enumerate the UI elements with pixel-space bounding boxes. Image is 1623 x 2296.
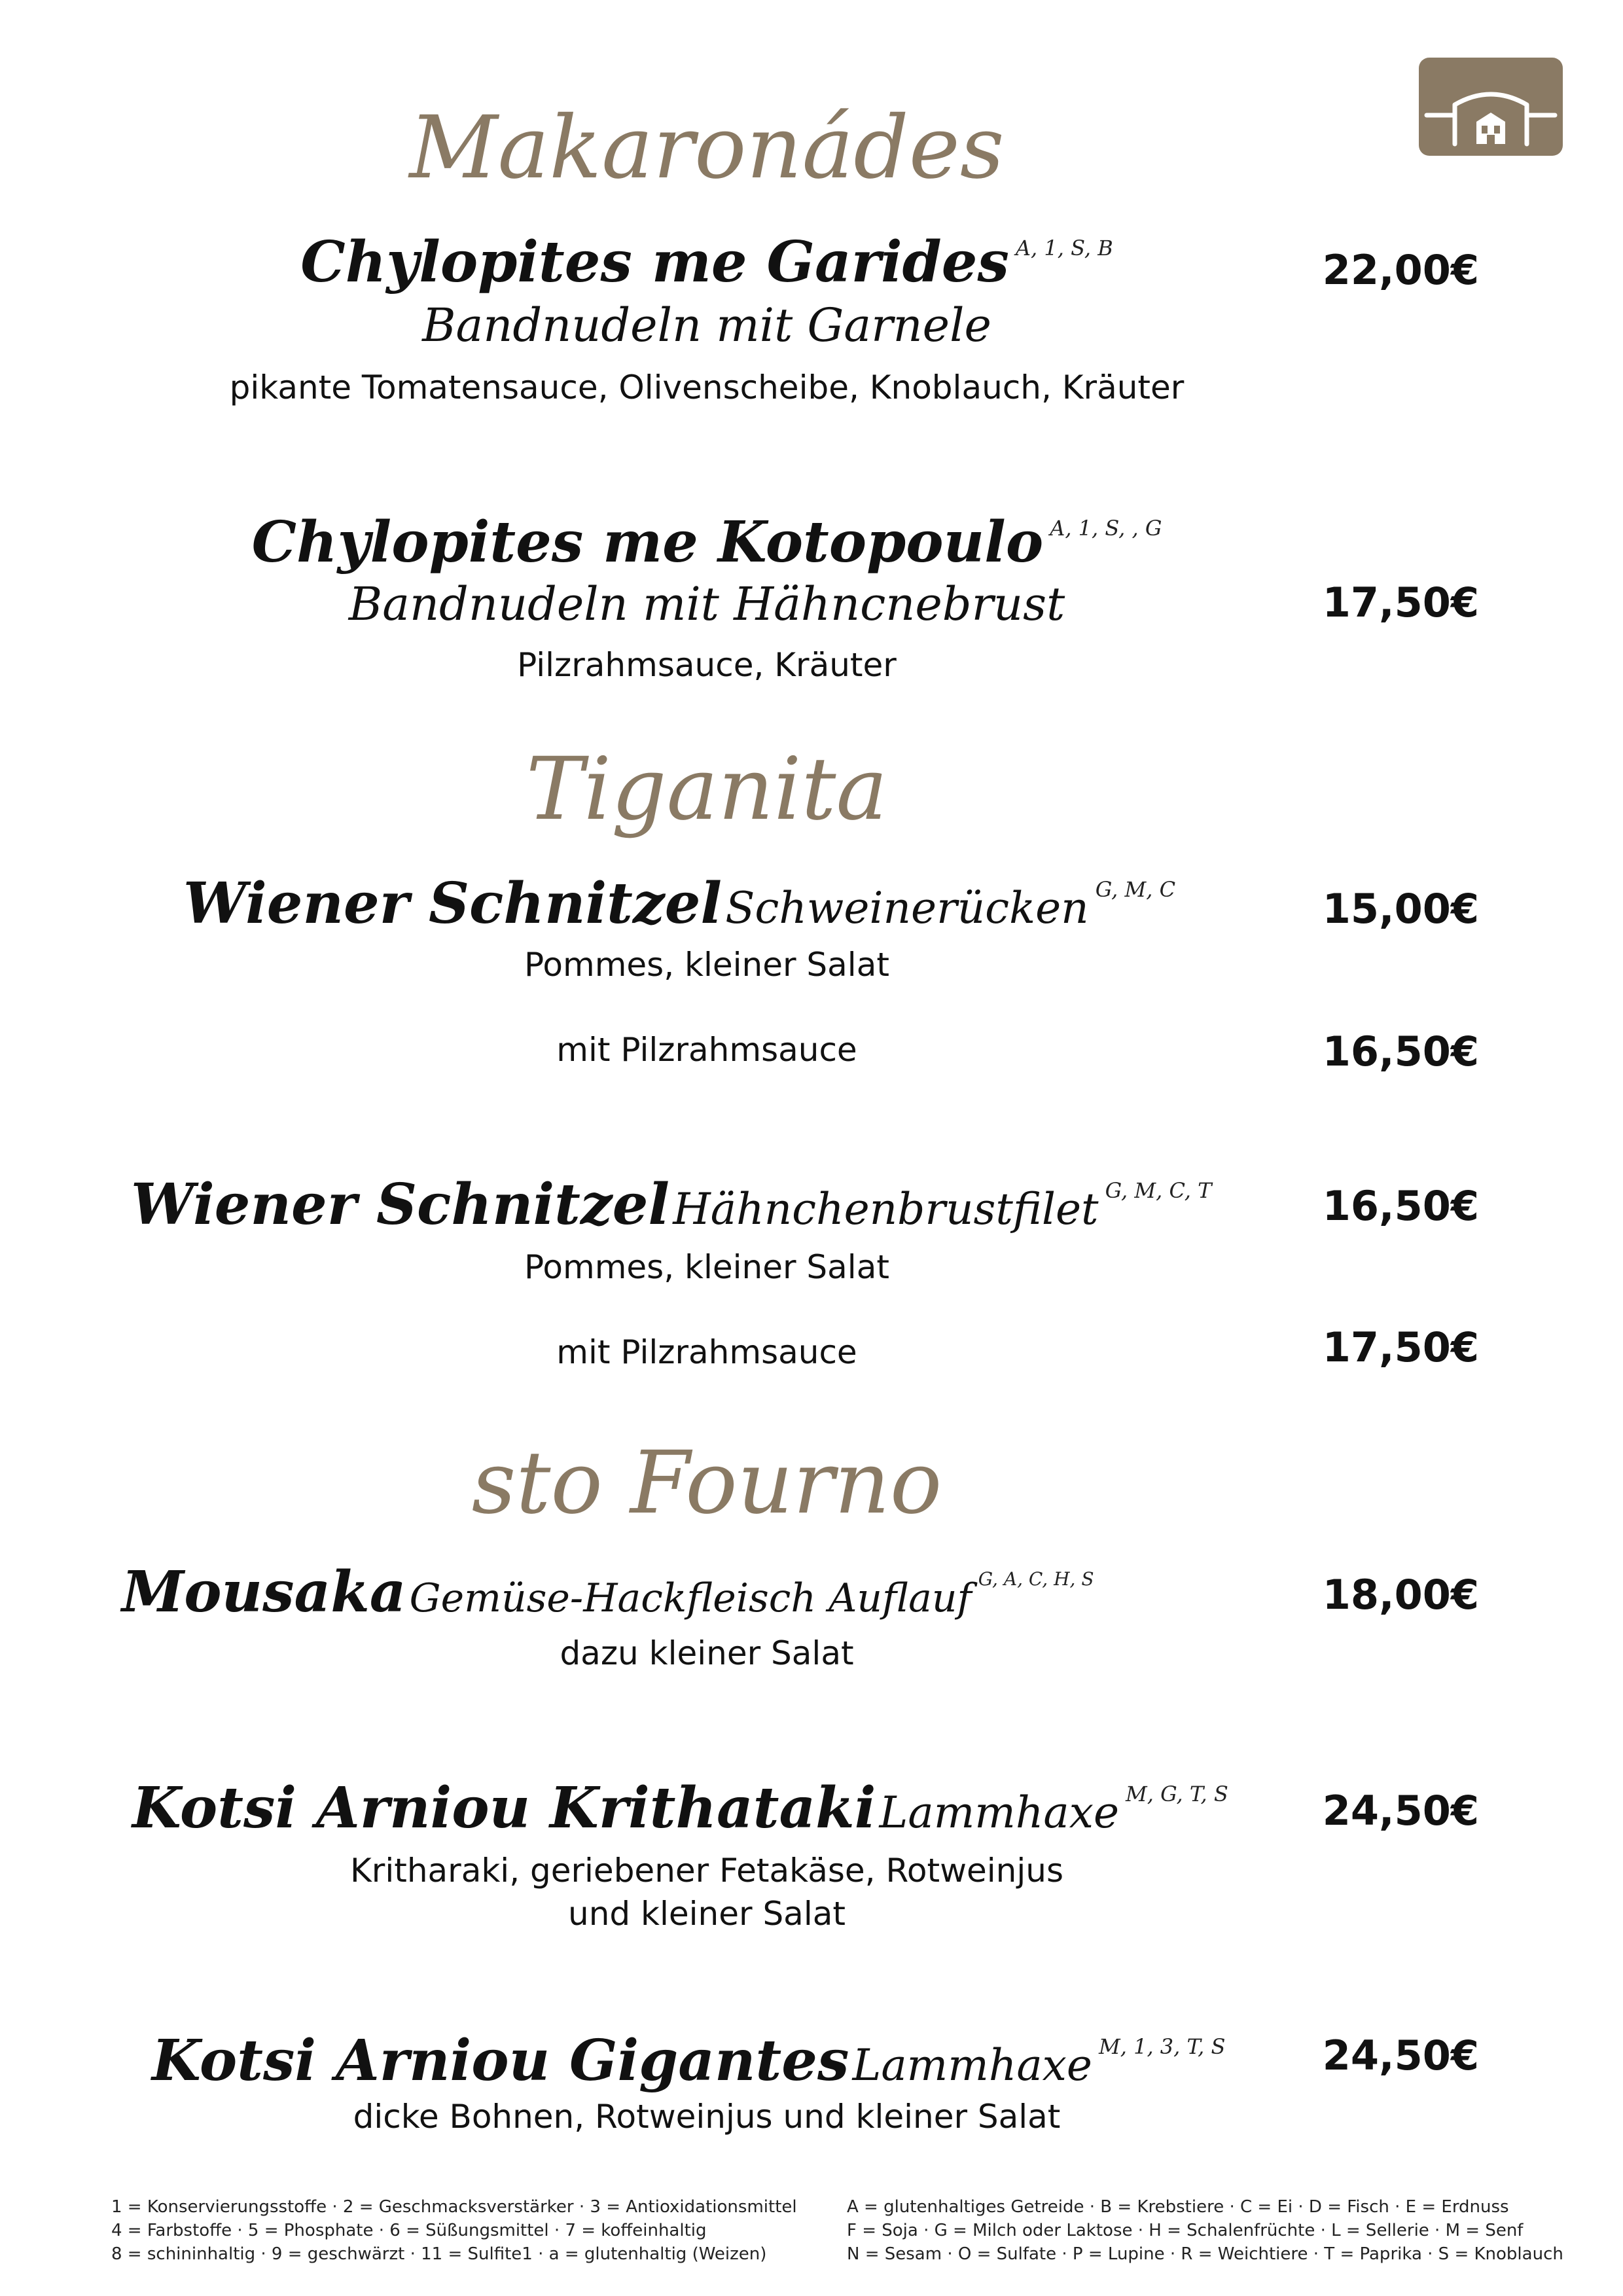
section-title-sto-fourno: sto Fourno [471,1433,942,1534]
dish-description: dazu kleiner Salat [560,1634,854,1672]
option-price: 17,50€ [1322,1323,1479,1371]
dish-name: Chylopites me Garides [300,229,1009,295]
legend-line: N = Sesam · O = Sulfate · P = Lupine · R = Weichtiere · T = Paprika · S = Knoblauch [847,2244,1563,2264]
dish-description: Pommes, kleiner Salat [524,946,889,984]
dish-description: Kritharaki, geriebener Fetakäse, Rotweinjus [349,1852,1063,1890]
dish-name: Wiener Schnitzel [183,870,722,937]
dish-option: mit Pilzrahmsauce [556,1031,857,1069]
dish-name: Kotsi Arniou Gigantes [152,2028,849,2094]
allergen-codes: M, G, T, S [1126,1782,1228,1806]
dish-title [152,2028,1226,2094]
dish-german-name: Bandnudeln mit Hähncnebrust [348,577,1065,631]
legend-line: 4 = Farbstoffe · 5 = Phosphate · 6 = Süßungsmittel · 7 = koffeinhaltig [111,2221,707,2240]
dish-title [131,1172,1212,1238]
dish-title [92,509,1322,575]
allergen-codes: M, 1, 3, T, S [1098,2034,1226,2059]
dish-price: 15,00€ [1322,885,1479,933]
section-title-tiganita: Tiganita [526,739,888,840]
dish-price: 22,00€ [1322,246,1479,294]
dish-price: 16,50€ [1322,1182,1479,1230]
allergens-legend [847,2195,1563,2266]
dish-german-name: Hähnchenbrustfilet [673,1184,1099,1234]
dish-description: dicke Bohnen, Rotweinjus und kleiner Salat [353,2098,1061,2136]
dish-german-name: Schweinerücken [725,883,1089,933]
legend-line: F = Soja · G = Milch oder Laktose · H = Schalenfrüchte · L = Sellerie · M = Senf [847,2221,1524,2240]
dish-german-name: Lammhaxe [852,2040,1092,2090]
house-icon [1419,58,1563,156]
section-title-makaronades: Makaronádes [409,98,1005,198]
dish-option: mit Pilzrahmsauce [556,1333,857,1371]
option-price: 16,50€ [1322,1028,1479,1075]
dish-description: pikante Tomatensauce, Olivenscheibe, Knoblauch, Kräuter [229,368,1185,406]
dish-title [183,870,1176,937]
dish-price: 17,50€ [1322,579,1479,626]
dish-description: und kleiner Salat [568,1895,846,1933]
dish-price: 24,50€ [1322,2032,1479,2079]
restaurant-logo [1419,58,1563,156]
dish-german-name: Lammhaxe [879,1787,1120,1838]
dish-price: 18,00€ [1322,1571,1479,1619]
dish-title [122,1559,1094,1625]
dish-name: Chylopites me Kotopoulo [251,509,1044,575]
legend-line: 8 = schininhaltig · 9 = geschwärzt · 11 = Sulfite1 · a = glutenhaltig (Weizen) [111,2244,767,2264]
dish-name: Wiener Schnitzel [131,1172,670,1238]
allergen-codes: G, M, C [1095,877,1176,902]
dish-description: Pilzrahmsauce, Kräuter [517,646,897,684]
dish-price: 24,50€ [1322,1787,1479,1835]
allergen-codes: G, A, C, H, S [978,1568,1094,1590]
dish-title [92,229,1322,295]
allergen-codes: A, 1, S, , G [1050,516,1162,541]
dish-title [132,1775,1228,1841]
additives-legend [111,2195,797,2266]
dish-name: Mousaka [122,1559,406,1625]
allergen-codes: G, M, C, T [1105,1178,1212,1203]
legend-line: A = glutenhaltiges Getreide · B = Krebstiere · C = Ei · D = Fisch · E = Erdnuss [847,2197,1509,2217]
dish-name: Kotsi Arniou Krithataki [132,1775,876,1841]
dish-german-name: Bandnudeln mit Garnele [422,298,991,352]
dish-german-name: Gemüse-Hackfleisch Auflauf [409,1575,972,1621]
allergen-codes: A, 1, S, B [1015,236,1113,260]
legend-line: 1 = Konservierungsstoffe · 2 = Geschmacksverstärker · 3 = Antioxidationsmittel [111,2197,797,2217]
dish-description: Pommes, kleiner Salat [524,1248,889,1286]
